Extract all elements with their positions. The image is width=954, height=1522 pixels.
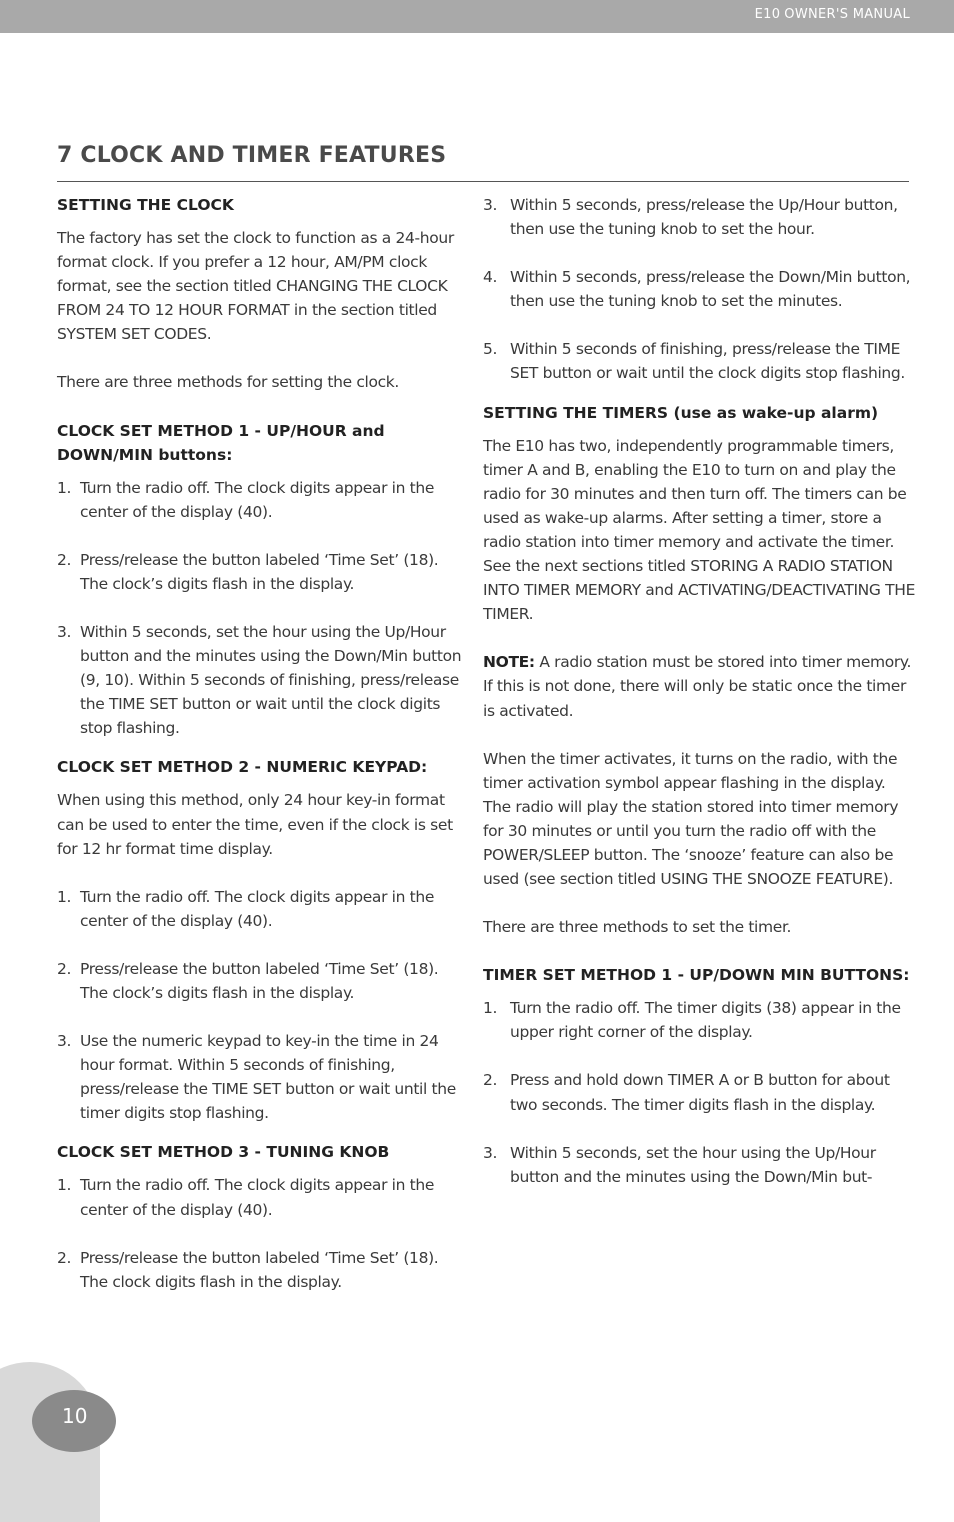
list-clock-method-3 xyxy=(57,1173,467,1293)
header-manual: OWNER'S MANUAL xyxy=(784,7,910,22)
list-item: 1. Turn the radio off. The clock digits appear in the center of the display (40). xyxy=(57,1176,435,1219)
list-item: 2. Press/release the button labeled ‘Time Set’ (18). The clock digits flash in the display. xyxy=(57,1248,439,1291)
heading-setting-timers: SETTING THE TIMERS (use as wake-up alarm) xyxy=(483,403,879,422)
list-clock-method-2 xyxy=(57,885,467,1126)
header-model: E10 xyxy=(754,7,781,22)
note-label: NOTE: xyxy=(483,653,535,672)
page-number: 10 xyxy=(32,1390,116,1452)
list-item: 2. Press/release the button labeled ‘Time Set’ (18). The clock’s digits flash in the display. xyxy=(57,550,439,593)
section-title: 7 CLOCK AND TIMER FEATURES xyxy=(57,143,447,168)
list-item: 1. Turn the radio off. The timer digits (38) appear in the upper right corner of the display. xyxy=(483,999,901,1042)
list-item: 2. Press and hold down TIMER A or B button for about two seconds. The timer digits flash in the display. xyxy=(483,1071,890,1114)
heading-clock-method-1: CLOCK SET METHOD 1 - UP/HOUR and DOWN/MIN buttons: xyxy=(57,421,385,464)
header-title xyxy=(755,7,910,22)
heading-clock-method-2: CLOCK SET METHOD 2 - NUMERIC KEYPAD: xyxy=(57,758,428,777)
heading-timer-method-1: TIMER SET METHOD 1 - UP/DOWN MIN BUTTONS: xyxy=(483,966,910,985)
heading-setting-clock: SETTING THE CLOCK xyxy=(57,196,234,214)
list-clock-method-1 xyxy=(57,476,467,741)
list-item: 3. Within 5 seconds, press/release the Up/Hour button, then use the tuning knob to set the hour. xyxy=(483,196,898,239)
list-item: 1. Turn the radio off. The clock digits appear in the center of the display (40). xyxy=(57,478,435,521)
list-item: 4. Within 5 seconds, press/release the Down/Min button, then use the tuning knob to set the minutes. xyxy=(483,268,911,311)
paragraph-three-methods: There are three methods for setting the clock. xyxy=(57,373,400,392)
paragraph-timer-methods: There are three methods to set the timer. xyxy=(483,918,792,937)
list-item: 3. Within 5 seconds, set the hour using the Up/Hour button and the minutes using the Down/Min but- xyxy=(483,1143,876,1186)
right-column xyxy=(483,193,917,1204)
note-text: A radio station must be stored into timer memory. If this is not done, there will only be static once the timer is activated. xyxy=(483,653,912,720)
paragraph-clock-format: The factory has set the clock to function as a 24-hour format clock. If you prefer a 12 hour, AM/PM clock format, see the section titled CHANGING THE CLOCK FROM 24 TO 12 HOUR FORMAT in the section titled SYSTEM SET CODES. xyxy=(57,229,454,344)
paragraph-timers: The E10 has two, independently programmable timers, timer A and B, enabling the E10 to turn on and play the radio for 30 minutes and then turn off. The timers can be used as wake-up alarms. After setting a timer, store a radio station into timer memory and activate the timer. See the next sections titled STORING A RADIO STATION INTO TIMER MEMORY and ACTIVATING/DEACTIVATING THE TIMER. xyxy=(483,436,916,624)
title-divider xyxy=(57,181,909,182)
heading-clock-method-3: CLOCK SET METHOD 3 - TUNING KNOB xyxy=(57,1143,390,1162)
left-column xyxy=(57,193,467,1309)
paragraph-timer-activates: When the timer activates, it turns on the radio, with the timer activation symbol appear flashing in the display. The radio will play the station stored into timer memory for 30 minutes or until you turn the radio off with the POWER/SLEEP button. The ‘snooze’ feature can also be used (see section titled USING THE SNOOZE FEATURE). xyxy=(483,749,899,889)
list-item: 2. Press/release the button labeled ‘Time Set’ (18). The clock’s digits flash in the display. xyxy=(57,959,439,1002)
paragraph-method-2-intro: When using this method, only 24 hour key-in format can be used to enter the time, even if the clock is set for 12 hr format time display. xyxy=(57,791,453,858)
list-item: 1. Turn the radio off. The clock digits appear in the center of the display (40). xyxy=(57,887,435,930)
list-clock-method-3-continued xyxy=(483,193,917,386)
list-item: 3. Within 5 seconds, set the hour using the Up/Hour button and the minutes using the Down/Min button (9, 10). Within 5 seconds of finishing, press/release the TIME SET button or wait until the clock digits stop flashing. xyxy=(57,622,462,738)
note-paragraph xyxy=(483,650,917,722)
list-timer-method-1 xyxy=(483,996,917,1189)
list-item: 5. Within 5 seconds of finishing, press/release the TIME SET button or wait until the clock digits stop flashing. xyxy=(483,340,905,383)
list-item: 3. Use the numeric keypad to key-in the time in 24 hour format. Within 5 seconds of finishing, press/release the TIME SET button or wait until the timer digits stop flashing. xyxy=(57,1032,456,1123)
header-bar xyxy=(0,0,954,33)
